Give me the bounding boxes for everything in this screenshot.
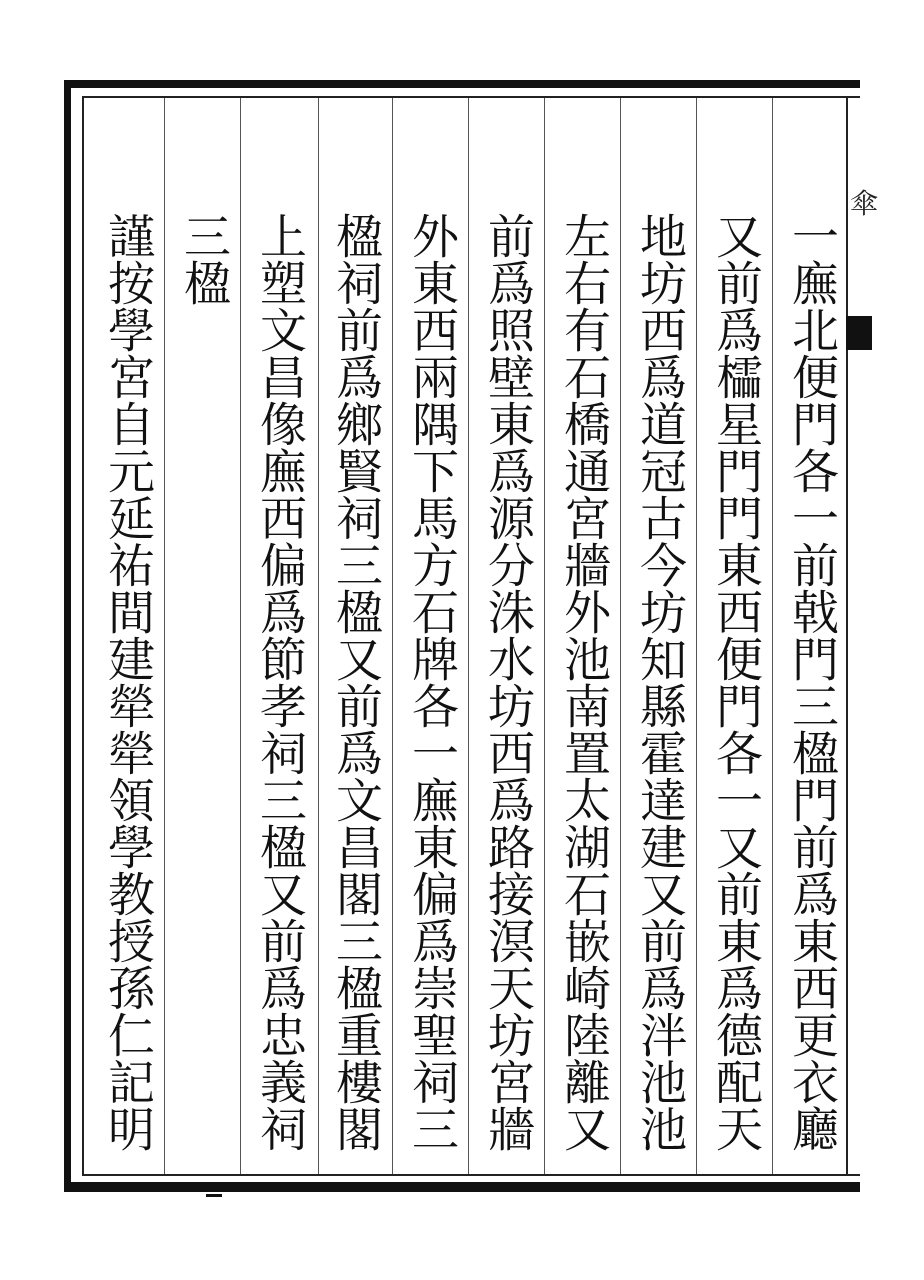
text-column-9: 三楹 — [176, 212, 231, 306]
column-rule — [468, 98, 469, 1174]
text-column-1: 一廡北便門各一前戟門三楹門前爲東西更衣廳 — [784, 212, 839, 1152]
text-column-2: 又前爲櫺星門門東西便門各一又前東爲德配天 — [708, 212, 763, 1152]
text-column-6: 外東西兩隅下馬方石牌各一廡東偏爲崇聖祠三 — [404, 212, 459, 1152]
text-column-7: 楹祠前爲鄉賢祠三楹又前爲文昌閣三楹重樓閣 — [328, 212, 383, 1152]
fold-line-bottom — [846, 350, 848, 1176]
text-column-5: 前爲照壁東爲源分洙水坊西爲路接溟天坊宮牆 — [480, 212, 535, 1152]
column-rule — [318, 98, 319, 1174]
column-rule — [620, 98, 621, 1174]
text-column-8: 上塑文昌像廡西偏爲節孝祠三楹又前爲忠義祠 — [252, 212, 307, 1152]
column-rule — [392, 98, 393, 1174]
text-column-3: 地坊西爲道冠古今坊知縣霍達建又前爲泮池池 — [632, 212, 687, 1152]
column-rule — [164, 98, 165, 1174]
fold-margin-character: 傘 — [850, 187, 879, 220]
bottom-margin-mark — [206, 1194, 222, 1197]
text-column-10: 謹按學宮自元延祐間建犖犖領學教授孫仁記明 — [100, 212, 155, 1152]
column-rule — [240, 98, 241, 1174]
column-rule — [696, 98, 697, 1174]
column-rule — [544, 98, 545, 1174]
fold-line-top — [846, 96, 848, 316]
text-column-4: 左右有石橋通宮牆外池南置太湖石嵌崎陸離又 — [556, 212, 611, 1152]
column-rule — [772, 98, 773, 1174]
